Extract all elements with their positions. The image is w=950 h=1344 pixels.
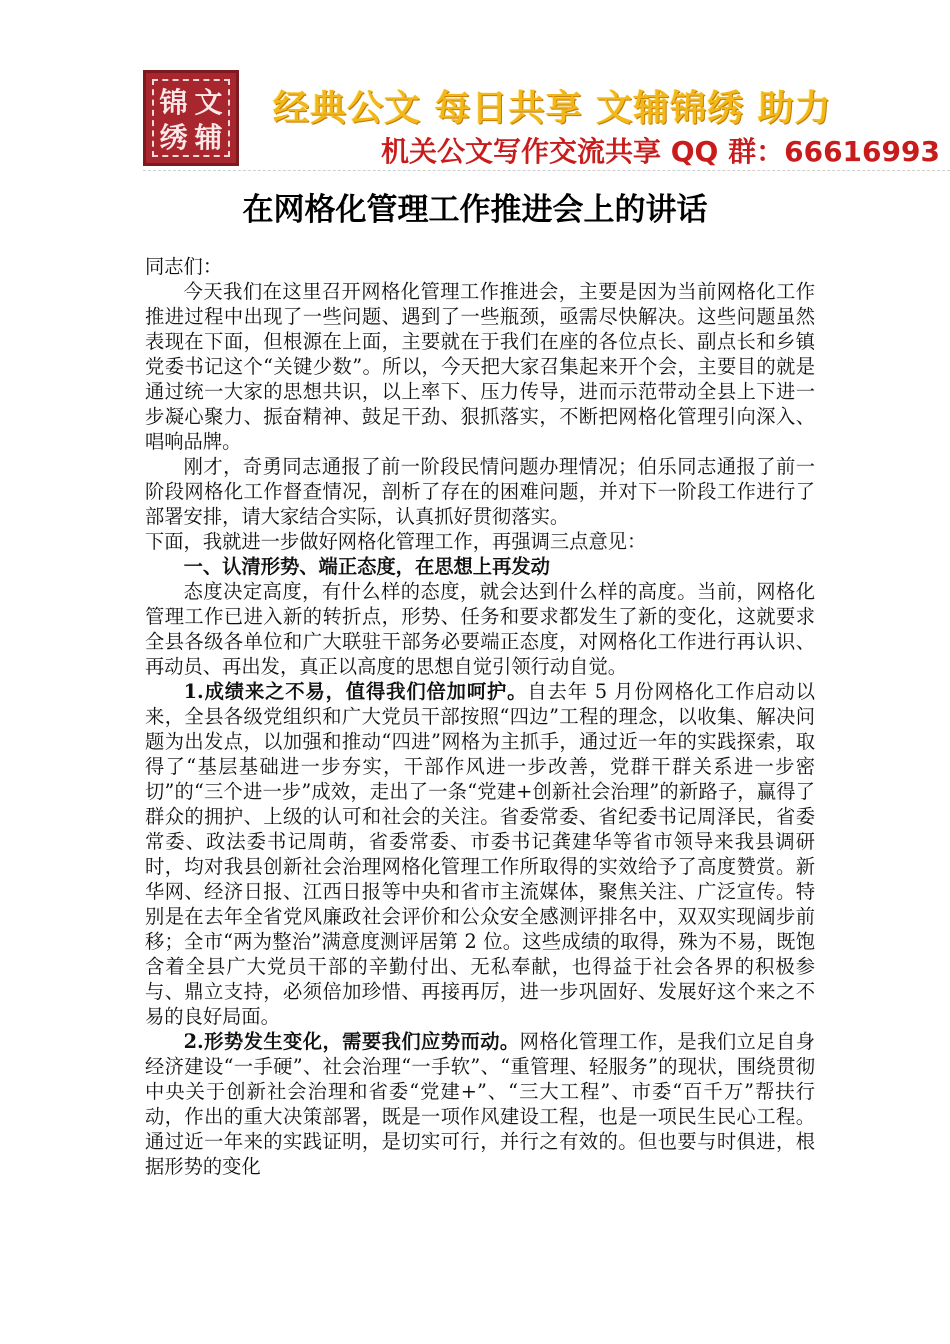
- seal-glyphs: [156, 85, 226, 155]
- document-header-banner: [143, 70, 950, 170]
- section-heading: 一、认清形势、端正态度，在思想上再发动: [183, 555, 550, 578]
- subheading-lead: 1.成绩来之不易，值得我们倍加呵护。: [183, 680, 528, 703]
- paragraph: 刚才，奇勇同志通报了前一阶段民情问题办理情况；伯乐同志通报了前一阶段网格化工作督查情况，剖析了存在的困难问题，并对下一阶段工作进行了部署安排，请大家结合实际，认真抓好贯彻落实。: [145, 455, 815, 528]
- seal-glyph: 锦: [159, 86, 188, 119]
- seal-glyph: 辅: [194, 121, 223, 154]
- seal-glyph: 绣: [159, 121, 188, 154]
- seal-glyph: 文: [194, 86, 223, 119]
- paragraph: [145, 679, 815, 1029]
- subheading-lead: 2.形势发生变化，需要我们应势而动。: [183, 1030, 520, 1053]
- header-slogan: 经典公文 每日共享 文辅锦绣 助力: [273, 88, 832, 129]
- paragraph-body: 自去年 5 月份网格化工作启动以来，全县各级党组织和广大党员干部按照“四边”工程的理念，以收集、解决问题为出发点，以加强和推动“四进”网格为主抓手，通过近一年的实践探索，取得了“基层基础进一步夯实，干部作风进一步改善，党群干群关系进一步密切”的“三个进一步”成效，走出了一条“党建+创新社会治理”的新路子，赢得了群众的拥护、上级的认可和社会的关注。省委常委、省纪委书记周泽民，省委常委、政法委书记周萌，省委常委、市委书记龚建华等省市领导来我县调研时，均对我县创新社会治理网格化管理工作所取得的实效给予了高度赞赏。新华网、经济日报、江西日报等中央和省市主流媒体，聚焦关注、广泛宣传。特别是在去年全省党风廉政社会评价和公众安全感测评排名中，双双实现阔步前移；全市“两为整治”满意度测评居第 2 位。这些成绩的取得，殊为不易，既饱含着全县广大党员干部的辛勤付出、无私奉献，也得益于社会各界的积极参与、鼎立支持，必须倍加珍惜、再接再厉，进一步巩固好、发展好这个来之不易的良好局面。: [145, 680, 815, 1028]
- paragraph: 今天我们在这里召开网格化管理工作推进会，主要是因为当前网格化工作推进过程中出现了一些问题、遇到了一些瓶颈，亟需尽快解决。这些问题虽然表现在下面，但根源在上面，主要就在于我们在座的各位点长、副点长和乡镇党委书记这个“关键少数”。所以，今天把大家召集起来开个会，主要目的就是通过统一大家的思想共识，以上率下、压力传导，进而示范带动全县上下进一步凝心聚力、振奋精神、鼓足干劲、狠抓落实，不断把网格化管理引向深入、唱响品牌。: [145, 280, 815, 453]
- paragraph: 下面，我就进一步做好网格化管理工作，再强调三点意见：: [145, 530, 647, 553]
- salutation: 同志们：: [145, 255, 223, 278]
- header-qq-group: 机关公文写作交流共享 QQ 群：66616993: [381, 135, 940, 168]
- document-title: 在网格化管理工作推进会上的讲话: [242, 192, 708, 228]
- seal-logo: [143, 70, 239, 166]
- paragraph: 态度决定高度，有什么样的态度，就会达到什么样的高度。当前，网格化管理工作已进入新的转折点，形势、任务和要求都发生了新的变化，这就要求全县各级各单位和广大联驻干部务必要端正态度，对网格化工作进行再认识、再动员、再出发，真正以高度的思想自觉引领行动自觉。: [145, 580, 815, 678]
- paragraph: [145, 1029, 815, 1179]
- header-divider: [143, 170, 950, 171]
- paragraph-body: 网格化管理工作，是我们立足自身经济建设“一手硬”、社会治理“一手软”、“重管理、轻服务”的现状，围绕贯彻中央关于创新社会治理和省委“党建+”、“三大工程”、市委“百千万”帮扶行动，作出的重大决策部署，既是一项作风建设工程，也是一项民生民心工程。通过近一年来的实践证明，是切实可行，并行之有效的。但也要与时俱进，根据形势的变化: [145, 1030, 815, 1178]
- document-body: [145, 254, 815, 1179]
